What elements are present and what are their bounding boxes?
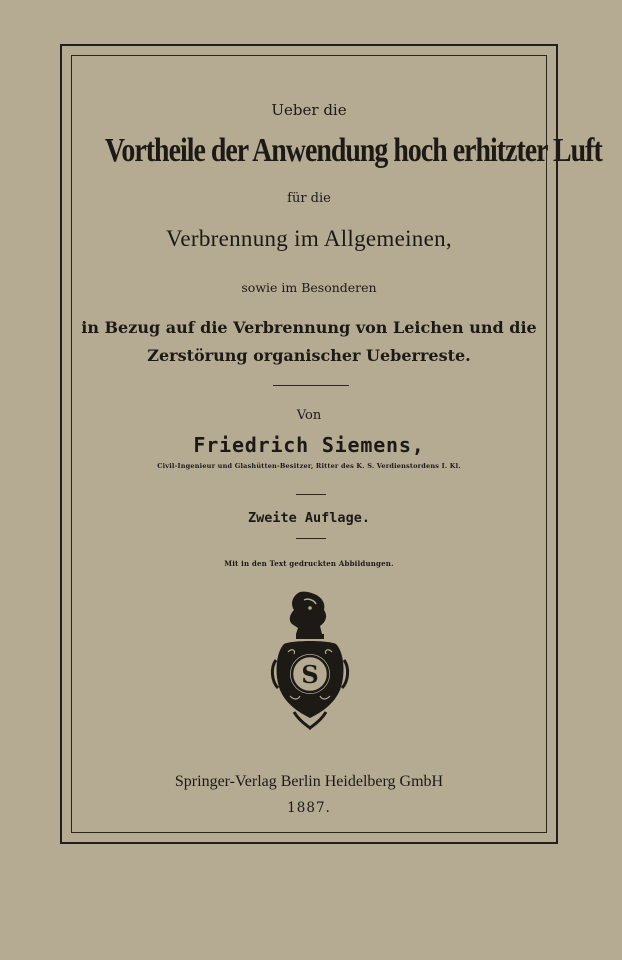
publisher: Springer-Verlag Berlin Heidelberg GmbH [174,773,444,790]
springer-chess-knight-logo-icon [270,590,350,730]
pretitle: Ueber die [271,101,347,119]
connector-text: für die [287,191,331,206]
author-name: Friedrich Siemens, [193,433,425,457]
main-title: Vortheile der Anwendung hoch erhitzter Luft [104,132,602,169]
bezug-line-2: Zerstörung organischer Ueberreste. [147,346,471,365]
divider-rule-short [296,538,326,539]
subtitle: Verbrennung im Allgemeinen, [166,226,452,251]
illustrations-note: Mit in den Text gedruckten Abbildungen. [224,559,394,568]
edition-label: Zweite Auflage. [248,510,370,526]
author-credentials: Civil-Ingenieur und Glashütten-Besitzer, Ritter des K. S. Verdienstordens I. Kl. [157,462,461,470]
logo-letter: S [301,660,319,689]
publication-year: 1887. [287,800,331,816]
bezug-line-1: in Bezug auf die Verbrennung von Leichen und die [81,318,537,337]
von-label: Von [296,408,322,423]
divider-rule-short [296,494,326,495]
divider-rule [273,385,349,386]
sowie-line: sowie im Besonderen [241,280,377,295]
